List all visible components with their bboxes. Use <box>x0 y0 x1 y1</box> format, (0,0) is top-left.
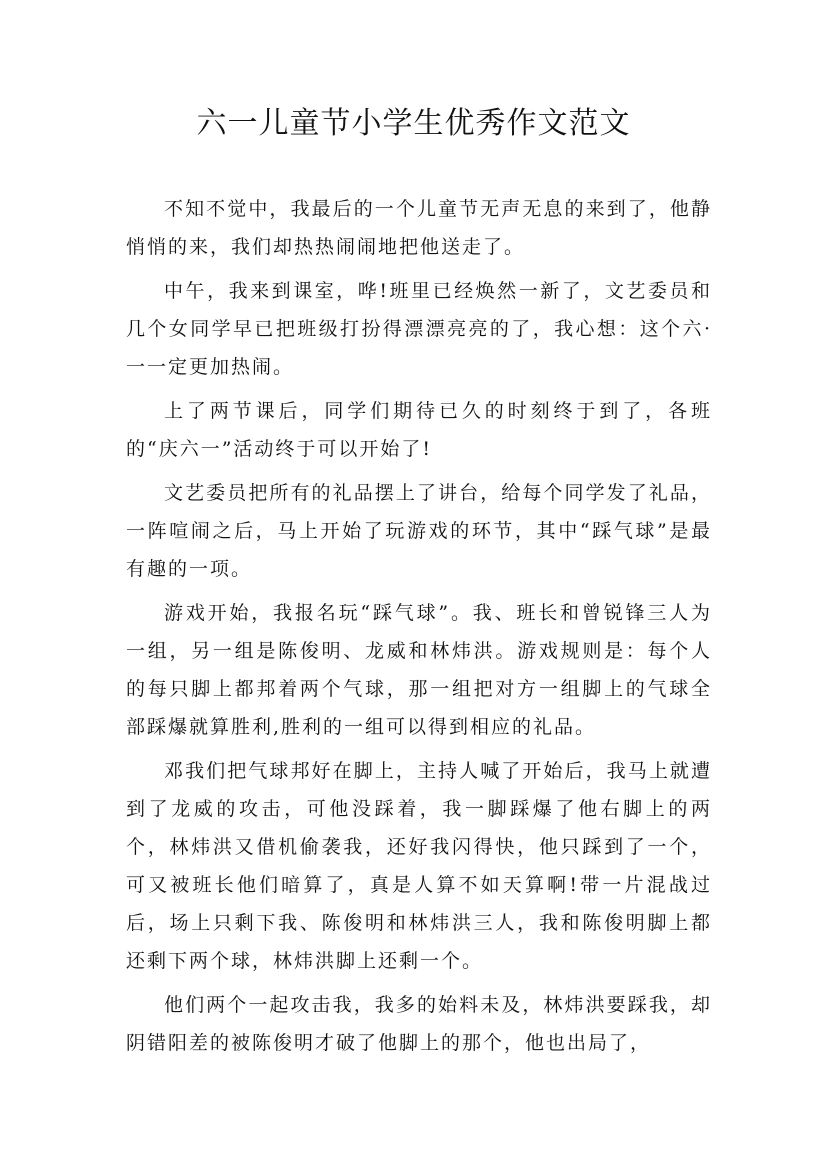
document-body <box>126 190 712 1068</box>
paragraph: 文艺委员把所有的礼品摆上了讲台，给每个同学发了礼品，一阵喧闹之后，马上开始了玩游戏的环节，其中“踩气球”是最有趣的一项。 <box>126 482 712 580</box>
paragraph: 上了两节课后，同学们期待已久的时刻终于到了，各班的“庆六一”活动终于可以开始了! <box>126 400 712 460</box>
paragraph: 他们两个一起攻击我，我多的始料未及，林炜洪要踩我，却阴错阳差的被陈俊明才破了他脚上的那个，他也出局了， <box>126 994 712 1054</box>
paragraph: 不知不觉中，我最后的一个儿童节无声无息的来到了，他静悄悄的来，我们却热热闹闹地把他送走了。 <box>126 198 712 258</box>
paragraph: 游戏开始，我报名玩“踩气球”。我、班长和曾锐锋三人为一组，另一组是陈俊明、龙威和林炜洪。游戏规则是：每个人的每只脚上都邦着两个气球，那一组把对方一组脚上的气球全部踩爆就算胜利,胜利的一组可以得到相应的礼品。 <box>126 602 712 738</box>
paragraph: 邓我们把气球邦好在脚上，主持人喊了开始后，我马上就遭到了龙威的攻击，可他没踩着，我一脚踩爆了他右脚上的两个，林炜洪又借机偷袭我，还好我闪得快，他只踩到了一个，可又被班长他们暗算了，真是人算不如天算啊!带一片混战过后，场上只剩下我、陈俊明和林炜洪三人，我和陈俊明脚上都还剩下两个球，林炜洪脚上还剩一个。 <box>126 760 712 972</box>
paragraph: 中午，我来到课室，哗!班里已经焕然一新了，文艺委员和几个女同学早已把班级打扮得漂漂亮亮的了，我心想：这个六·一一定更加热闹。 <box>126 280 712 378</box>
document-title: 六一儿童节小学生优秀作文范文 <box>196 106 631 141</box>
